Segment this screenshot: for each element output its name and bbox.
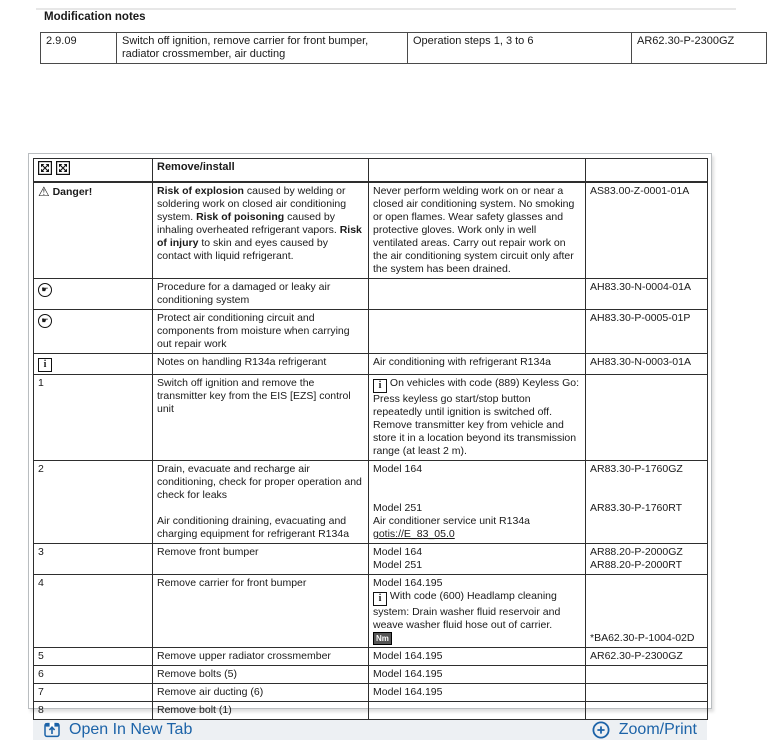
procedure-panel xyxy=(28,153,712,738)
expand-all-icon[interactable] xyxy=(38,161,52,175)
procedure-cell-r5-c1: 1 xyxy=(34,375,153,461)
info-square-icon: i xyxy=(38,358,52,372)
procedure-row-11 xyxy=(34,684,708,702)
procedure-cell-r4-c2: Notes on handling R134a refrigerant xyxy=(153,354,369,375)
procedure-cell-r8-c4: *BA62.30-P-1004-02D xyxy=(586,575,708,648)
procedure-cell-r12-c4 xyxy=(586,702,708,720)
top-divider xyxy=(36,8,736,10)
procedure-row-12 xyxy=(34,702,708,720)
open-in-new-tab-icon xyxy=(43,721,61,739)
procedure-cell-r9-c2: Remove upper radiator crossmember xyxy=(153,648,369,666)
procedure-cell-r1-c1: ⚠ Danger! xyxy=(34,182,153,279)
procedure-cell-r2-c4: AH83.30-N-0004-01A xyxy=(586,279,708,310)
modification-note-row xyxy=(41,33,767,64)
mod-operation-cell: Operation steps 1, 3 to 6 xyxy=(408,33,632,64)
info-square-icon: i xyxy=(373,592,387,606)
procedure-cell-r6-c3: Model 164 Model 251 Air conditioner service unit R134a gotis://E_83_05.0 xyxy=(369,461,586,544)
hand-in-circle-icon: ☛ xyxy=(38,283,52,297)
procedure-cell-r5-c3: i On vehicles with code (889) Keyless Go: Press keyless go start/stop button repeatedly until ignition is switched off. Remove transmitter key from vehicle and store it in a location beyond its transmission range (at least 2 m). xyxy=(369,375,586,461)
viewer-footer xyxy=(33,720,707,740)
procedure-row-10 xyxy=(34,666,708,684)
procedure-cell-r4-c3: Air conditioning with refrigerant R134a xyxy=(369,354,586,375)
collapse-all-icon[interactable] xyxy=(56,161,70,175)
mod-date-cell: 2.9.09 xyxy=(41,33,117,64)
procedure-cell-r11-c4 xyxy=(586,684,708,702)
procedure-table-title: Remove/install xyxy=(153,159,369,183)
procedure-cell-r9-c1: 5 xyxy=(34,648,153,666)
procedure-cell-r3-c3 xyxy=(369,310,586,354)
procedure-cell-r6-c1: 2 xyxy=(34,461,153,544)
procedure-cell-r4-c1 xyxy=(34,354,153,375)
procedure-cell-r10-c2: Remove bolts (5) xyxy=(153,666,369,684)
header-icons-cell xyxy=(34,159,153,183)
mod-document-cell: AR62.30-P-2300GZ xyxy=(632,33,767,64)
procedure-row-4 xyxy=(34,354,708,375)
procedure-cell-r6-c4: AR83.30-P-1760GZ AR83.30-P-1760RT xyxy=(586,461,708,544)
procedure-row-2 xyxy=(34,279,708,310)
nm-badge: Nm xyxy=(373,632,392,645)
procedure-cell-r7-c1: 3 xyxy=(34,544,153,575)
procedure-cell-r8-c1: 4 xyxy=(34,575,153,648)
procedure-row-1 xyxy=(34,182,708,279)
procedure-cell-r3-c1 xyxy=(34,310,153,354)
procedure-cell-r3-c2: Protect air conditioning circuit and components from moisture when carrying out repair work xyxy=(153,310,369,354)
procedure-cell-r5-c4 xyxy=(586,375,708,461)
gotis-link[interactable]: gotis://E_83_05.0 xyxy=(373,528,455,540)
info-square-icon: i xyxy=(373,379,387,393)
procedure-cell-r2-c3 xyxy=(369,279,586,310)
procedure-cell-r10-c3: Model 164.195 xyxy=(369,666,586,684)
header-empty-cell-3 xyxy=(369,159,586,183)
modification-notes-title: Modification notes xyxy=(44,11,146,23)
procedure-row-7 xyxy=(34,544,708,575)
zoom-plus-icon xyxy=(591,720,611,740)
procedure-row-9 xyxy=(34,648,708,666)
procedure-cell-r8-c3: Model 164.195 i With code (600) Headlamp cleaning system: Drain washer fluid reservoir and weave washer fluid hose out of carrier. Nm xyxy=(369,575,586,648)
procedure-cell-r5-c2: Switch off ignition and remove the transmitter key from the EIS [EZS] control unit xyxy=(153,375,369,461)
procedure-cell-r12-c2: Remove bolt (1) xyxy=(153,702,369,720)
procedure-cell-r7-c3: Model 164 Model 251 xyxy=(369,544,586,575)
procedure-cell-r10-c1: 6 xyxy=(34,666,153,684)
procedure-cell-r7-c2: Remove front bumper xyxy=(153,544,369,575)
procedure-cell-r11-c2: Remove air ducting (6) xyxy=(153,684,369,702)
procedure-cell-r2-c2: Procedure for a damaged or leaky air conditioning system xyxy=(153,279,369,310)
procedure-header-row xyxy=(34,159,708,183)
procedure-cell-r11-c3: Model 164.195 xyxy=(369,684,586,702)
mod-description-cell: Switch off ignition, remove carrier for front bumper, radiator crossmember, air ducting xyxy=(117,33,408,64)
zoom-print-button[interactable] xyxy=(591,720,697,740)
procedure-cell-r2-c1 xyxy=(34,279,153,310)
hand-in-circle-icon: ☛ xyxy=(38,314,52,328)
procedure-cell-r12-c3 xyxy=(369,702,586,720)
procedure-cell-r9-c4: AR62.30-P-2300GZ xyxy=(586,648,708,666)
modification-notes-table xyxy=(40,32,767,64)
procedure-cell-r4-c4: AH83.30-N-0003-01A xyxy=(586,354,708,375)
procedure-row-5 xyxy=(34,375,708,461)
procedure-cell-r3-c4: AH83.30-P-0005-01P xyxy=(586,310,708,354)
procedure-cell-r12-c1: 8 xyxy=(34,702,153,720)
procedure-cell-r11-c1: 7 xyxy=(34,684,153,702)
procedure-row-8 xyxy=(34,575,708,648)
procedure-cell-r1-c2: Risk of explosion caused by welding or soldering work on closed air conditioning system. Risk of poisoning caused by inhaling overheated refrigerant vapors. Risk of injury to skin and eyes caused by contact with liquid refrigerant. xyxy=(153,182,369,279)
warning-triangle-icon: ⚠ xyxy=(38,184,50,199)
procedure-cell-r7-c4: AR88.20-P-2000GZ AR88.20-P-2000RT xyxy=(586,544,708,575)
procedure-cell-r1-c3: Never perform welding work on or near a closed air conditioning system. No smoking or open flames. Wear safety glasses and protective gloves. Work only in well ventilated areas. Carry out repair work on the air conditioning system circuit only after the system has been drained. xyxy=(369,182,586,279)
procedure-cell-r8-c2: Remove carrier for front bumper xyxy=(153,575,369,648)
open-in-new-tab-label: Open In New Tab xyxy=(69,721,193,738)
header-empty-cell-4 xyxy=(586,159,708,183)
procedure-cell-r1-c4: AS83.00-Z-0001-01A xyxy=(586,182,708,279)
procedure-row-6 xyxy=(34,461,708,544)
procedure-cell-r9-c3: Model 164.195 xyxy=(369,648,586,666)
procedure-cell-r6-c2: Drain, evacuate and recharge air conditioning, check for proper operation and check for leaks Air conditioning draining, evacuating and charging equipment for refrigerant R134a xyxy=(153,461,369,544)
zoom-print-label: Zoom/Print xyxy=(618,721,697,738)
procedure-row-3 xyxy=(34,310,708,354)
procedure-table xyxy=(33,158,708,720)
open-in-new-tab-button[interactable] xyxy=(43,721,192,739)
procedure-cell-r10-c4 xyxy=(586,666,708,684)
